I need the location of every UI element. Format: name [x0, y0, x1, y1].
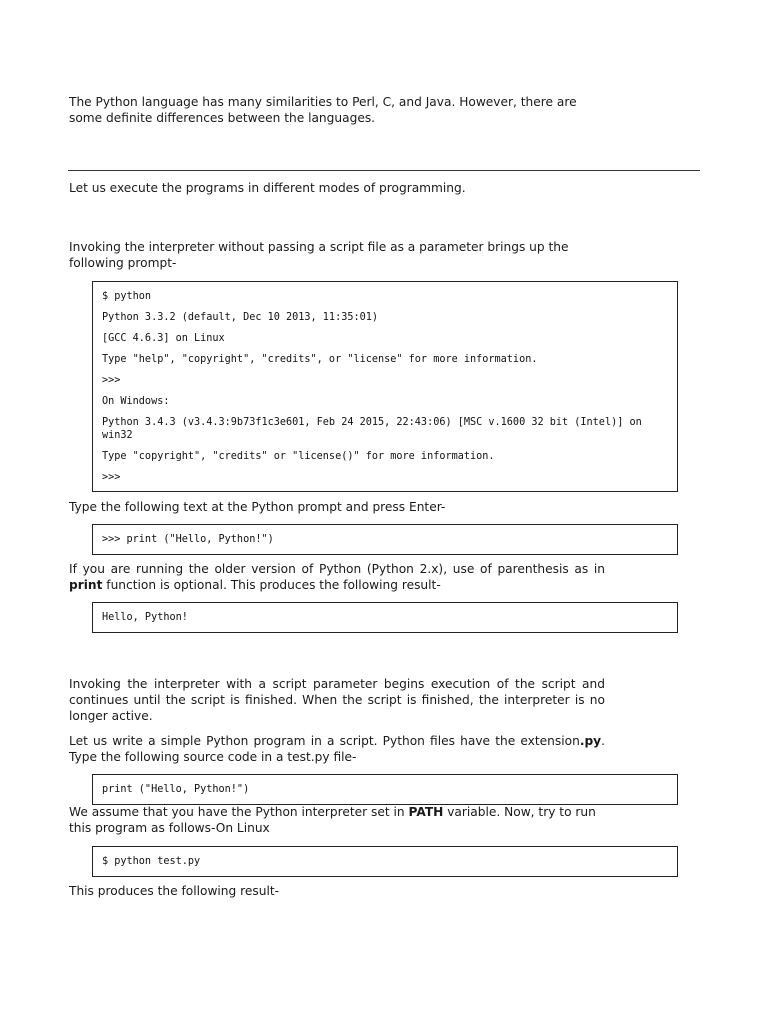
prompt-instruction: Type the following text at the Python prompt and press Enter- — [69, 500, 446, 514]
print-keyword: print — [69, 578, 103, 592]
code-line: Type "copyright", "credits" or "license()" for more information. — [102, 451, 495, 462]
path-text: We assume that you have the Python interpreter set in — [69, 805, 409, 819]
simple-program-paragraph — [69, 733, 605, 765]
intro-paragraph: The Python language has many similarities to Perl, C, and Java. However, there are some definite differences between the languages. — [69, 95, 577, 125]
code-line: >>> — [102, 472, 121, 483]
final-result-paragraph: This produces the following result- — [69, 884, 280, 898]
path-paragraph — [69, 804, 605, 836]
code-line: On Windows: — [102, 396, 170, 407]
py-extension: .py — [579, 734, 602, 748]
prompt-code-block: >>> print ("Hello, Python!") — [92, 524, 678, 555]
script-mode-paragraph: Invoking the interpreter with a script parameter begins execution of the script and continues until the script is finished. When the script is finished, the interpreter is no longer active. — [69, 677, 605, 723]
code-line: >>> — [102, 375, 121, 386]
run-command-code-block: $ python test.py — [92, 846, 678, 877]
code-line: Python 3.3.2 (default, Dec 10 2013, 11:35:01) — [102, 312, 379, 323]
simple-program-text-end: . Type the following source code in a test.py file- — [69, 734, 605, 764]
code-line: $ python — [102, 291, 152, 302]
older-version-text: If you are running the older version of Python (Python 2.x), use of parenthesis as in — [69, 562, 605, 576]
path-keyword: PATH — [408, 805, 444, 819]
modes-paragraph: Let us execute the programs in different modes of programming. — [69, 181, 466, 195]
older-version-text-end: function is optional. This produces the following result- — [102, 578, 441, 592]
simple-program-text: Let us write a simple Python program in a script. Python files have the extension — [69, 734, 580, 748]
interactive-mode-paragraph: Invoking the interpreter without passing a script file as a parameter brings up the following prompt- — [69, 240, 569, 270]
code-line: [GCC 4.6.3] on Linux — [102, 333, 225, 344]
source-code-block: print ("Hello, Python!") — [92, 774, 678, 805]
code-line: Type "help", "copyright", "credits", or "license" for more information. — [102, 354, 538, 365]
older-version-paragraph — [69, 561, 605, 593]
interactive-code-block — [92, 281, 678, 492]
path-text-end: variable. Now, try to run this program as follows-On Linux — [69, 805, 596, 835]
section-divider — [68, 170, 700, 171]
result-code-block: Hello, Python! — [92, 602, 678, 633]
code-line: Python 3.4.3 (v3.4.3:9b73f1c3e601, Feb 24 2015, 22:43:06) [MSC v.1600 32 bit (Intel)] on win32 — [102, 417, 648, 441]
